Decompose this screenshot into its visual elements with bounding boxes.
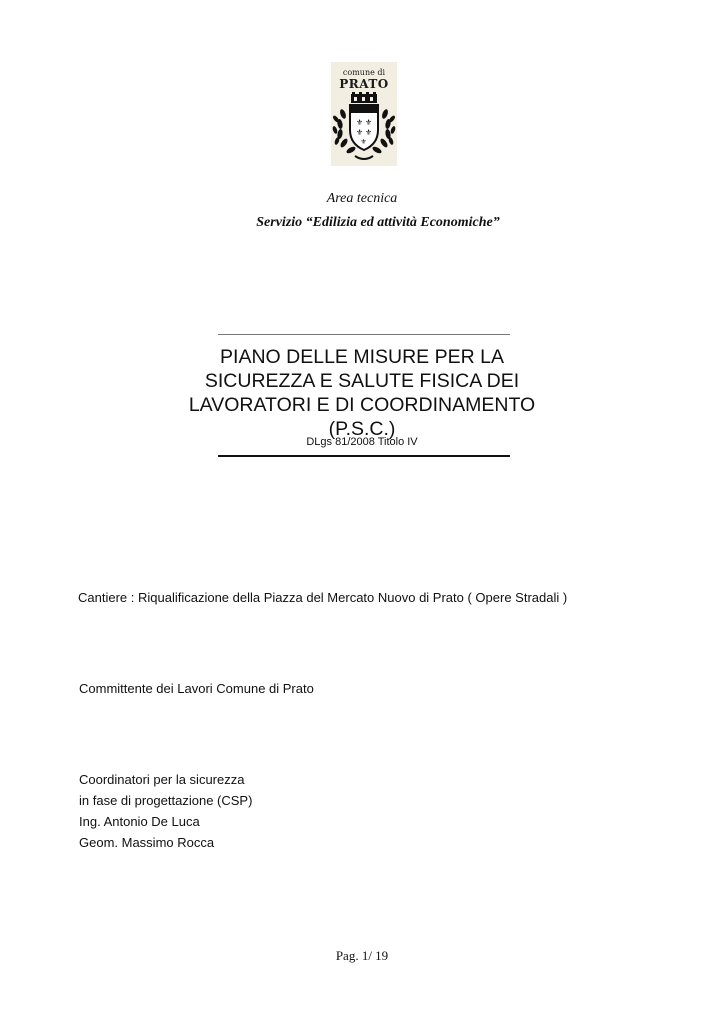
comune-di-prato-logo: [331, 62, 397, 166]
title-line-1: PIANO DELLE MISURE PER LA: [220, 346, 504, 368]
cantiere-text: Cantiere : Riqualificazione della Piazza del Mercato Nuovo di Prato ( Opere Stradali ): [78, 590, 568, 605]
logo-line-1: comune di: [342, 68, 386, 77]
document-subtitle: DLgs 81/2008 Titolo IV: [306, 436, 418, 448]
coordinatori-block: [79, 769, 252, 853]
area-tecnica-label: Area tecnica: [326, 191, 398, 206]
title-line-3: LAVORATORI E DI COORDINAMENTO: [188, 394, 536, 416]
coordinatori-line: Ing. Antonio De Luca: [79, 814, 200, 829]
coordinatori-line: Coordinatori per la sicurezza: [79, 772, 245, 787]
title-line-4: (P.S.C.): [328, 418, 396, 440]
svg-text:⚜: ⚜: [365, 128, 373, 137]
coordinatori-line: Geom. Massimo Rocca: [79, 835, 215, 850]
svg-text:⚜: ⚜: [360, 138, 367, 146]
document-title: [150, 345, 574, 441]
page-number: Pag. 1/ 19: [335, 948, 389, 963]
svg-text:⚜: ⚜: [356, 128, 364, 137]
coordinatori-line: in fase di progettazione (CSP): [79, 793, 253, 808]
coat-of-arms-icon: [331, 92, 397, 166]
servizio-label: Servizio “Edilizia ed attività Economiche”: [256, 215, 500, 230]
committente-text: Committente dei Lavori Comune di Prato: [79, 681, 314, 696]
title-line-2: SICUREZZA E SALUTE FISICA DEI: [204, 370, 520, 392]
title-top-rule: [218, 334, 510, 335]
title-bottom-rule: [218, 455, 510, 457]
svg-text:⚜: ⚜: [365, 118, 373, 127]
svg-text:⚜: ⚜: [356, 118, 364, 127]
logo-line-2: PRATO: [339, 77, 389, 91]
